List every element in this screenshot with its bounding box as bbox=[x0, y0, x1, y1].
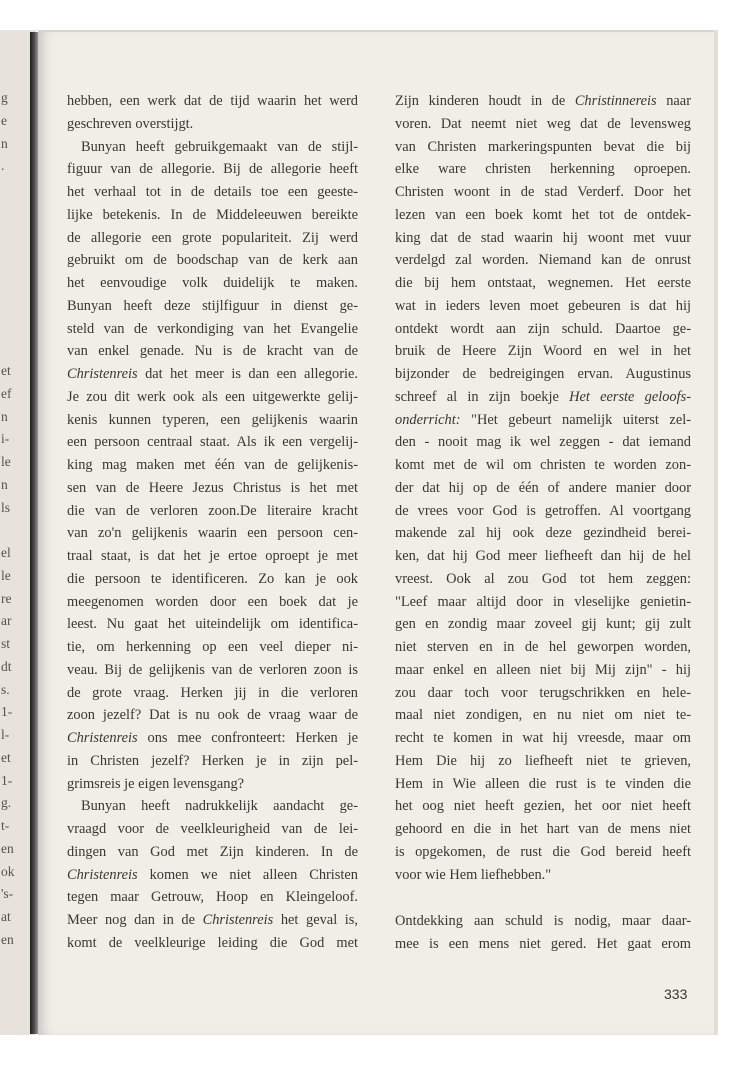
text-line: traal staat, is dat het je ertoe oproept je met bbox=[67, 548, 358, 564]
previous-page-fragment: 's- bbox=[1, 886, 14, 902]
text-line: voren. Dat neemt niet weg dat de levensweg bbox=[395, 115, 691, 132]
text-line: komt de veelkleurige leiding die God met bbox=[67, 934, 358, 951]
text-line: bruik de Heere Zijn Woord en wel in het bbox=[395, 343, 691, 360]
paragraph-gap bbox=[395, 886, 691, 910]
text-line: den - nooit mag ik wel zeggen - dat iemand bbox=[395, 434, 691, 451]
text-line: gehoord en die in het hart van de mens niet bbox=[395, 821, 691, 837]
page-number: 333 bbox=[664, 986, 688, 1002]
text-line: die van de verloren zoon.De literaire kracht bbox=[67, 502, 358, 519]
text-line: Je zou dit werk ook als een uitgewerkte gelij- bbox=[67, 388, 358, 405]
text-line: de vrees voor God is getroffen. Al voortgang bbox=[395, 502, 691, 519]
text-line: het eenvoudige volk duidelijk te maken. bbox=[67, 275, 358, 291]
text-line: king mag maken met één van de gelijkenis- bbox=[67, 457, 358, 473]
text-line: ken, dat hij God meer liefheeft dan hij de hel bbox=[395, 548, 691, 564]
text-line: lezen van een boek komt het tot de ontdek- bbox=[395, 206, 691, 223]
text-line: die persoon te identificeren. Zo kan je ook bbox=[67, 570, 358, 587]
text-line: Bunyan heeft gebruikgemaakt van de stijl- bbox=[81, 138, 358, 155]
text-line: voor wie Hem liefhebben." bbox=[395, 866, 552, 883]
text-line: king dat de stad waarin hij woont met vuur bbox=[395, 229, 691, 246]
text-line: in Christen jezelf? Herken je in zijn pel- bbox=[67, 752, 358, 769]
text-line: sen van de Heere Jezus Christus is het met bbox=[67, 479, 358, 496]
text-line: veau. Bij de gelijkenis van de verloren zoon is bbox=[67, 661, 358, 678]
text-line: Bunyan heeft nadrukkelijk aandacht ge- bbox=[81, 798, 358, 815]
text-line: vreest. Ook al zou God tot hem zeggen: bbox=[395, 570, 691, 587]
previous-page-fragment: l- bbox=[1, 727, 10, 742]
text-line: verdelgd zal worden. Niemand kan de onrust bbox=[395, 252, 691, 269]
text-line: Hem Die hij zo liefheeft niet te grieven, bbox=[395, 752, 691, 769]
text-line: elke ware christen herkenning oproepen. bbox=[395, 161, 691, 178]
previous-page-fragment: ok bbox=[1, 863, 15, 879]
text-line: ontdekt wordt aan zijn schuld. Daartoe ge- bbox=[395, 320, 691, 337]
text-line: maal niet zondigen, en nu niet om niet te- bbox=[395, 707, 691, 724]
text-line: niet sterven en in de hel geworpen worden, bbox=[395, 639, 691, 655]
text-line: bijzonder de bedreigingen ervan. Augustinus bbox=[395, 366, 691, 382]
text-line: de allegorie een grote populariteit. Zij werd bbox=[67, 229, 358, 246]
previous-page-fragment: 1- bbox=[1, 772, 13, 788]
text-line: Christenreis komen we niet alleen Christen bbox=[67, 866, 358, 883]
previous-page-fragment: re bbox=[1, 590, 12, 606]
text-line: makende zal hij ook deze gezindheid berei- bbox=[395, 525, 691, 542]
text-line: lijke betekenis. In de Middeleeuwen bereikte bbox=[67, 206, 358, 223]
previous-page-fragment: n bbox=[1, 476, 8, 492]
previous-page-fragment: le bbox=[1, 567, 11, 583]
previous-page-fragment: e bbox=[1, 112, 7, 128]
left-text-column bbox=[67, 90, 358, 955]
previous-page-fragment: t- bbox=[1, 818, 10, 833]
text-line: Zijn kinderen houdt in de Christinnereis naar bbox=[395, 93, 691, 109]
text-line: Ontdekking aan schuld is nodig, maar daar- bbox=[395, 913, 691, 930]
text-line: tie, om herkenning op een veel dieper ni- bbox=[67, 639, 358, 655]
text-line: der dat hij op de één of andere manier door bbox=[395, 479, 691, 496]
text-line: een persoon centraal staat. Als ik een vergelij- bbox=[67, 434, 358, 451]
previous-page-fragment: g. bbox=[1, 795, 12, 811]
text-line: komt met de wil om christen te worden zon- bbox=[395, 457, 691, 473]
text-line: is opgekomen, de rust die God bereid heeft bbox=[395, 843, 691, 860]
previous-page-fragment: en bbox=[1, 931, 14, 947]
text-line: recht te komen in wat hij vreesde, maar om bbox=[395, 730, 691, 746]
previous-page-fragment: st bbox=[1, 636, 11, 651]
text-line: van Christen markeringspunten bevat die bij bbox=[395, 138, 691, 155]
previous-page-fragment: et bbox=[1, 749, 11, 765]
previous-page-fragment: n bbox=[1, 135, 8, 151]
previous-page-fragment: et bbox=[1, 363, 11, 378]
text-line: zou daar toch voor terugschrikken en hele- bbox=[395, 684, 691, 701]
text-line: vraagd voor de veelkleurigheid van de lei- bbox=[67, 821, 358, 837]
previous-page-fragment: i- bbox=[1, 431, 10, 447]
previous-page-fragment: ar bbox=[1, 613, 12, 629]
previous-page-fragment: at bbox=[1, 909, 11, 924]
text-line: gen en zondig maar zoveel gij kunt; gij zult bbox=[395, 616, 691, 633]
text-line: meegenomen worden door een boek dat je bbox=[67, 593, 358, 610]
text-line: leest. Nu gaat het uiteindelijk om identifica- bbox=[67, 616, 358, 633]
text-line: dingen van God met Zijn kinderen. In de bbox=[67, 843, 358, 860]
text-line: geschreven overstijgt. bbox=[67, 115, 194, 132]
text-line: hebben, een werk dat de tijd waarin het werd bbox=[67, 93, 358, 109]
text-line: tegen maar Getrouw, Hoop en Kleingeloof. bbox=[67, 889, 358, 906]
previous-page-fragment: n bbox=[1, 408, 8, 424]
text-line: Hem in Wie alleen die rust is te vinden die bbox=[395, 775, 691, 792]
text-line: Meer nog dan in de Christenreis het geval is, bbox=[67, 912, 358, 928]
text-line: het verhaal tot in de details toe een geeste- bbox=[67, 184, 358, 200]
previous-page-fragment: el bbox=[1, 545, 11, 560]
previous-page-fragment: ls bbox=[1, 499, 11, 515]
text-line: grimsreis je eigen levensgang? bbox=[67, 775, 245, 792]
right-text-column bbox=[395, 90, 691, 956]
previous-page-fragment: g bbox=[1, 90, 8, 105]
previous-page-fragment: en bbox=[1, 840, 14, 856]
text-line: Christen woont in de stad Verderf. Door het bbox=[395, 184, 691, 200]
text-line: zoon jezelf? Dat is nu ook de vraag waar de bbox=[67, 707, 358, 724]
text-line: Christenreis dat het meer is dan een allegorie. bbox=[67, 366, 358, 382]
text-line: mee is een mens niet gered. Het gaat erom bbox=[395, 936, 691, 952]
previous-page-fragment: dt bbox=[1, 658, 12, 674]
text-line: "Leef maar altijd door in vleselijke genietin- bbox=[395, 593, 691, 610]
text-line: onderricht: "Het gebeurt namelijk uiterst zel- bbox=[395, 411, 691, 428]
text-line: van enkel genade. Nu is de kracht van de bbox=[67, 343, 358, 360]
previous-page-fragment: s. bbox=[1, 681, 10, 697]
text-line: steld van de verkondiging van het Evangelie bbox=[67, 320, 358, 337]
previous-page-fragment: 1- bbox=[1, 704, 13, 720]
text-line: kenis kunnen typeren, een gelijkenis waarin bbox=[67, 411, 358, 428]
book-spine bbox=[30, 32, 38, 1034]
previous-page-fragment: ef bbox=[1, 385, 12, 401]
page-top-edge bbox=[38, 30, 718, 32]
text-line: gebruikt om de boodschap van de kerk aan bbox=[67, 252, 358, 269]
previous-page-fragment: . bbox=[1, 158, 5, 174]
previous-page-fragment: le bbox=[1, 454, 11, 469]
page-right-edge bbox=[714, 30, 718, 1035]
text-line: het oog niet heeft gezien, het oor niet heeft bbox=[395, 798, 691, 815]
text-line: Bunyan heeft deze stijlfiguur in dienst ge- bbox=[67, 297, 358, 314]
text-line: schreef al in zijn boekje Het eerste geloofs- bbox=[395, 388, 691, 405]
text-line: figuur van de allegorie. Bij de allegorie heeft bbox=[67, 161, 358, 178]
text-line: de grote vraag. Herken jij in die verloren bbox=[67, 684, 358, 701]
text-line: maar enkel en alleen niet bij Mij zijn" - hij bbox=[395, 661, 691, 678]
text-line: Christenreis ons mee confronteert: Herken je bbox=[67, 730, 358, 746]
text-line: van zo'n gelijkenis waarin een persoon cen- bbox=[67, 525, 358, 542]
text-line: die bij hem ontstaat, wegnemen. Het eerste bbox=[395, 275, 691, 291]
text-line: wat in ieders leven moet gebeuren is dat hij bbox=[395, 297, 691, 314]
